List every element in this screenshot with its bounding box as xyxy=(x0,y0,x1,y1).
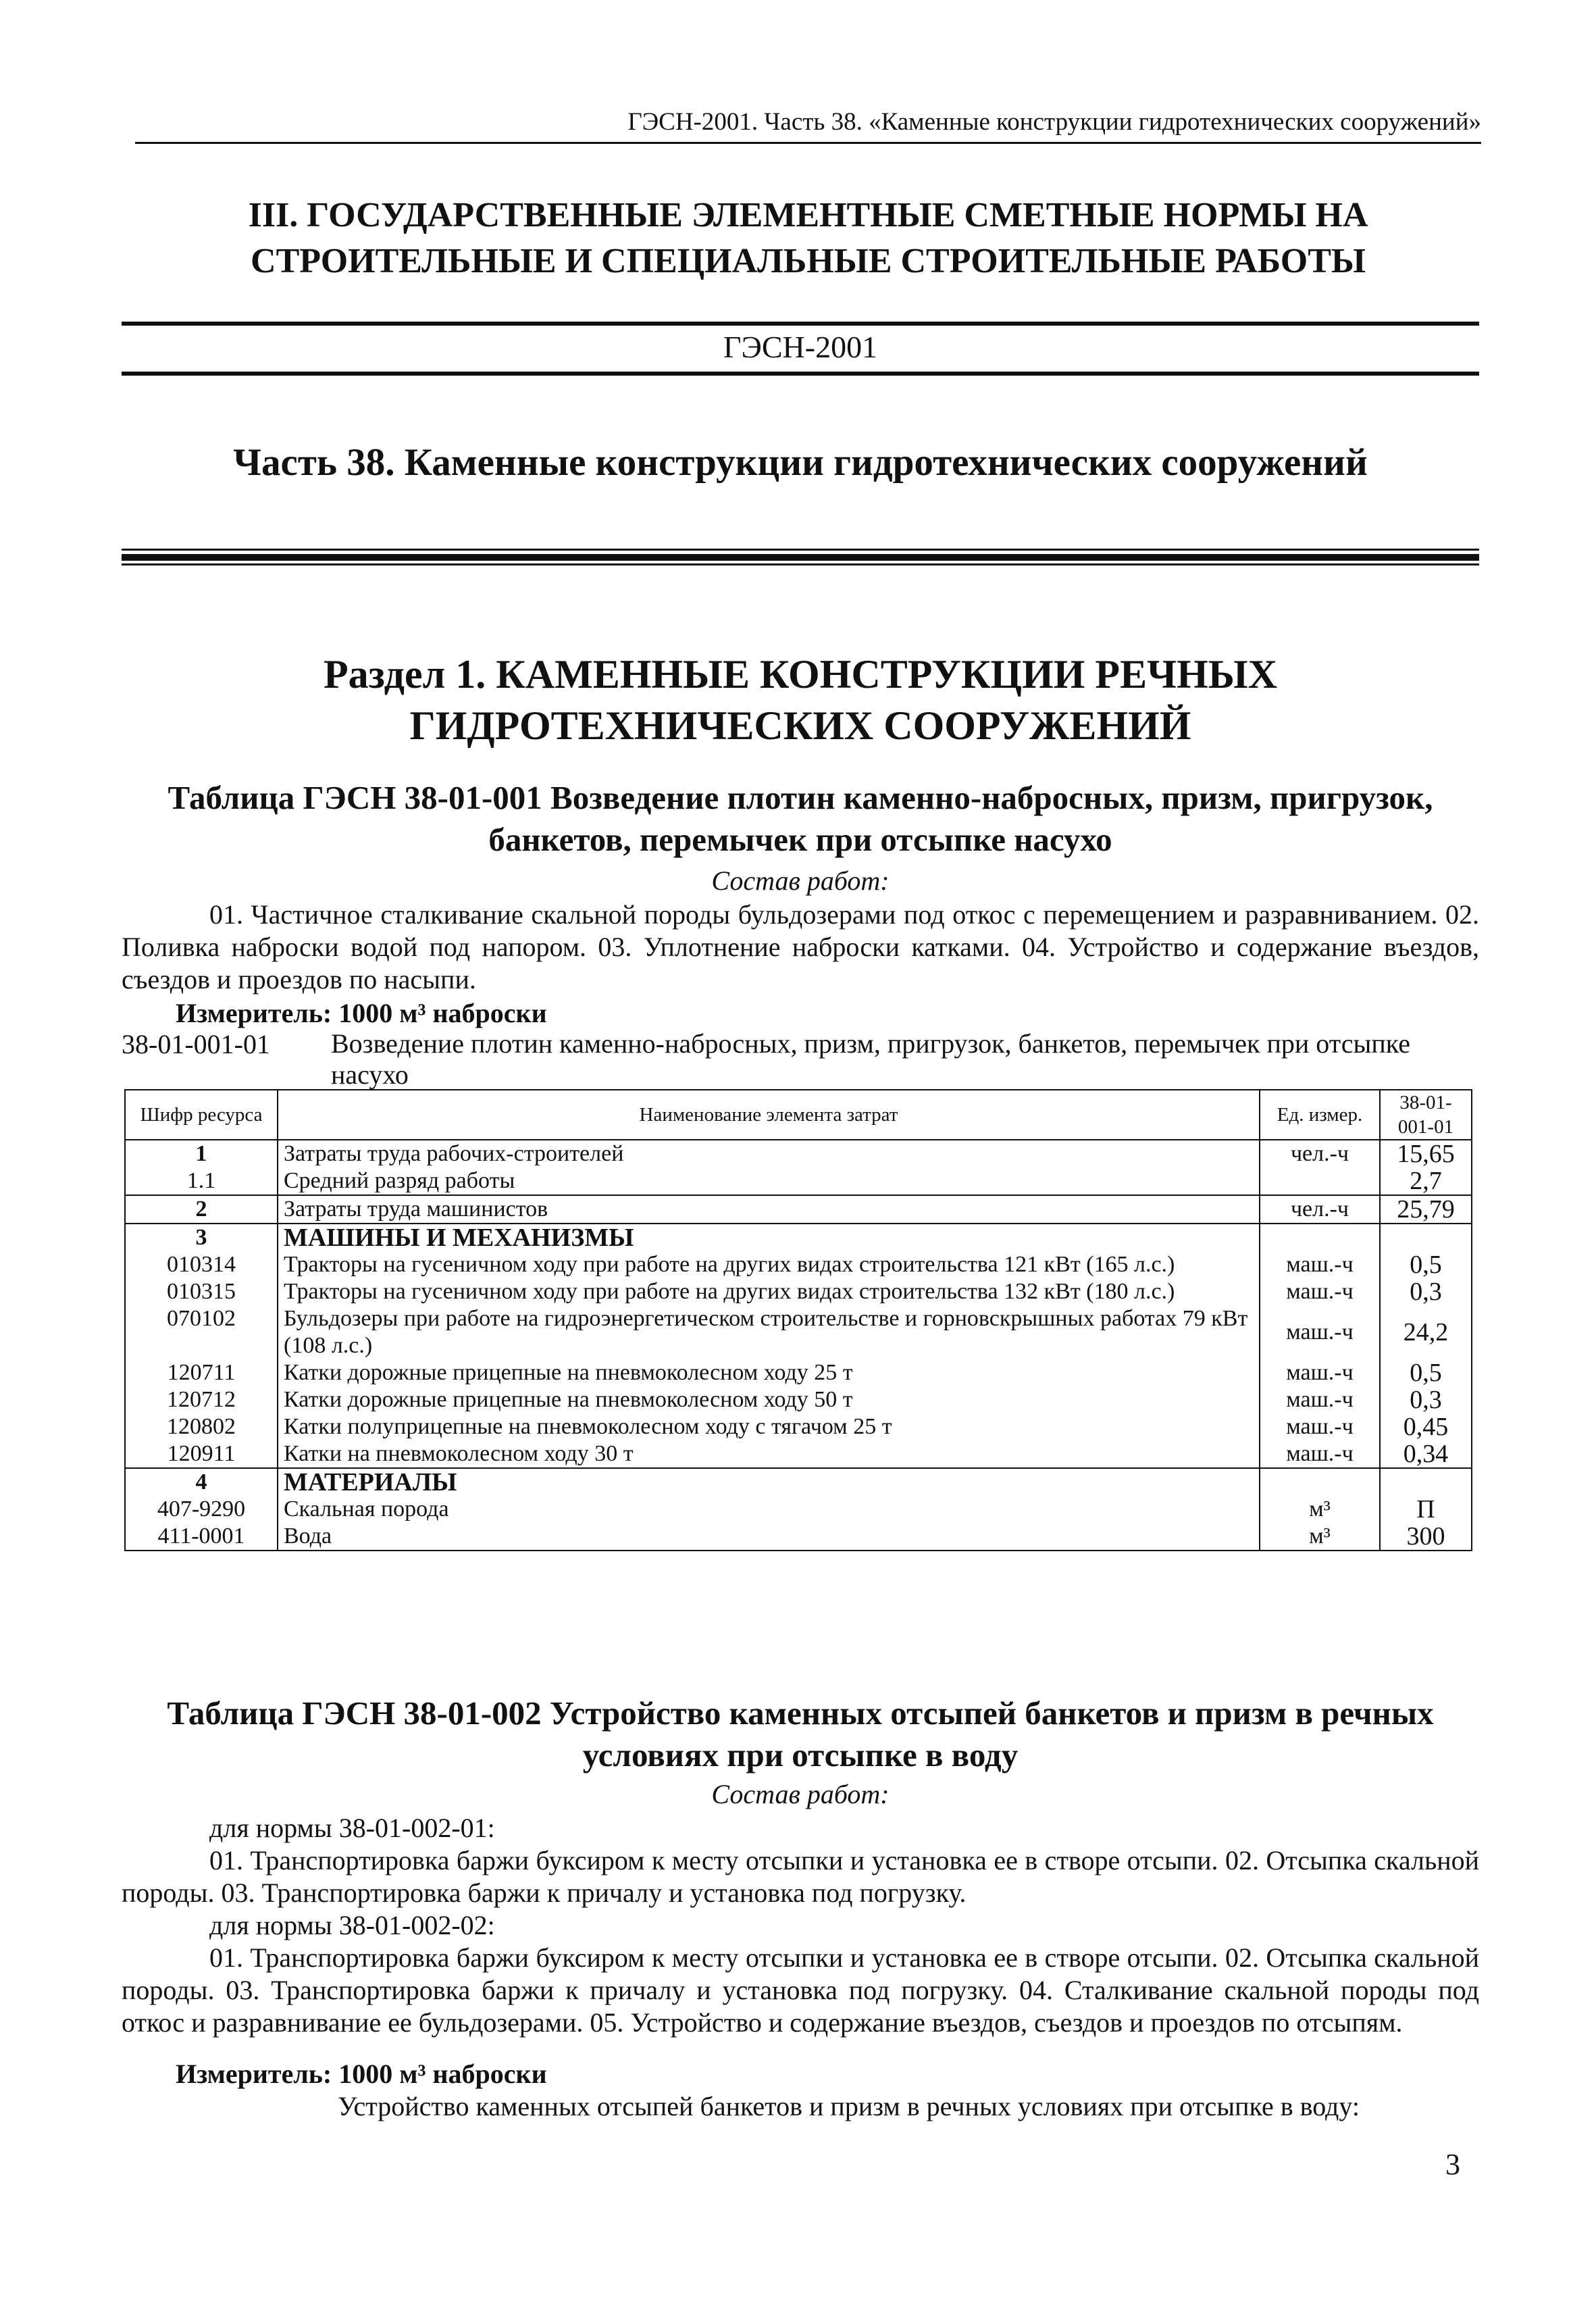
part-rule-1 xyxy=(122,549,1479,551)
table2-norm2-label: для нормы 38-01-002-02: xyxy=(209,1910,495,1940)
cell-unit: м³ xyxy=(1260,1496,1380,1523)
table1-work-text: 01. Частичное сталкивание скальной породы бульдозерами под откос с перемещением и разравниванием. 02. Поливка наброски водой под напором. 03. Уплотнение наброски катками. 04. Устройство и содержание въездов, съездов и проездов по насыпи. xyxy=(122,899,1479,995)
cell-unit: маш.-ч xyxy=(1260,1386,1380,1413)
cell-code: 407-9290 xyxy=(125,1496,278,1523)
section-title xyxy=(122,649,1479,751)
table2-norm1-text: 01. Транспортировка баржи буксиром к месту отсыпки и установка ее в створе отсыпи. 02. Отсыпка скальной породы. 03. Транспортировка баржи к причалу и установка под погрузку. xyxy=(122,1845,1479,1908)
table1-title-line-1: Таблица ГЭСН 38-01-001 Возведение плотин каменно-набросных, призм, пригрузок, xyxy=(168,779,1433,816)
table1-title-line-2: банкетов, перемычек при отсыпке насухо xyxy=(488,821,1112,858)
header-unit: Ед. измер. xyxy=(1260,1090,1380,1140)
table-row xyxy=(125,1251,1472,1278)
table-row xyxy=(125,1359,1472,1386)
cell-code: 070102 xyxy=(125,1305,278,1359)
cell-value: П xyxy=(1380,1496,1472,1523)
table2-norm2-text: 01. Транспортировка баржи буксиром к месту отсыпки и установка ее в створе отсыпи. 02. Отсыпка скальной породы. 03. Транспортировка баржи к причалу и установка под погрузку. 04. Сталкивание скальной породы под откос и разравнивание ее бульдозерами. 05. Устройство и содержание въездов, съездов и проездов по отсыпям. xyxy=(122,1942,1479,2038)
part-title: Часть 38. Каменные конструкции гидротехнических сооружений xyxy=(233,441,1368,484)
part-rule-3 xyxy=(122,563,1479,565)
cell-name: Тракторы на гусеничном ходу при работе на других видах строительства 121 кВт (165 л.с.) xyxy=(278,1251,1260,1278)
table-row xyxy=(125,1278,1472,1305)
code-rule-top xyxy=(122,322,1479,326)
table-row xyxy=(125,1413,1472,1440)
cell-unit: маш.-ч xyxy=(1260,1251,1380,1278)
cell-code: 1 xyxy=(125,1140,278,1167)
cell-unit: чел.-ч xyxy=(1260,1140,1380,1167)
cell-code: 120711 xyxy=(125,1359,278,1386)
table2-closing: Устройство каменных отсыпей банкетов и призм в речных условиях при отсыпке в воду: xyxy=(338,2091,1360,2121)
table2-meter: Измеритель: 1000 м³ наброски xyxy=(176,2059,547,2089)
cell-code: 120712 xyxy=(125,1386,278,1413)
cell-value: 0,3 xyxy=(1380,1278,1472,1305)
table-row xyxy=(125,1386,1472,1413)
header-name: Наименование элемента затрат xyxy=(278,1090,1260,1140)
table1-norm-desc: Возведение плотин каменно-набросных, призм, пригрузок, банкетов, перемычек при отсыпке насухо xyxy=(331,1028,1410,1090)
running-header: ГЭСН-2001. Часть 38. «Каменные конструкции гидротехнических сооружений» xyxy=(627,108,1481,136)
cell-unit xyxy=(1260,1468,1380,1496)
table-row xyxy=(125,1440,1472,1468)
cell-name: Катки на пневмоколесном ходу 30 т xyxy=(278,1440,1260,1468)
header-rule xyxy=(135,142,1481,144)
resource-table xyxy=(124,1089,1472,1551)
main-title-line-1: III. ГОСУДАРСТВЕННЫЕ ЭЛЕМЕНТНЫЕ СМЕТНЫЕ НОРМЫ НА xyxy=(248,196,1368,234)
table1-meter: Измеритель: 1000 м³ наброски xyxy=(176,998,547,1028)
cell-name: Средний разряд работы xyxy=(278,1167,1260,1195)
table-row xyxy=(125,1224,1472,1251)
cell-code: 120911 xyxy=(125,1440,278,1468)
cell-name: Тракторы на гусеничном ходу при работе на других видах строительства 132 кВт (180 л.с.) xyxy=(278,1278,1260,1305)
cell-value: 24,2 xyxy=(1380,1305,1472,1359)
cell-name: Катки полуприцепные на пневмоколесном ходу с тягачом 25 т xyxy=(278,1413,1260,1440)
section-title-line-2: ГИДРОТЕХНИЧЕСКИХ СООРУЖЕНИЙ xyxy=(409,703,1191,748)
table1-norm-code: 38-01-001-01 xyxy=(122,1029,270,1059)
cell-name: Катки дорожные прицепные на пневмоколесном ходу 25 т xyxy=(278,1359,1260,1386)
cell-name: Затраты труда машинистов xyxy=(278,1195,1260,1224)
cell-name: Скальная порода xyxy=(278,1496,1260,1523)
table1-composition-label: Состав работ: xyxy=(711,865,890,896)
cell-value: 0,5 xyxy=(1380,1251,1472,1278)
cell-unit xyxy=(1260,1224,1380,1251)
part-rule-2 xyxy=(122,554,1479,561)
cell-code: 010315 xyxy=(125,1278,278,1305)
main-title xyxy=(122,193,1495,284)
cell-name: МАШИНЫ И МЕХАНИЗМЫ xyxy=(278,1224,1260,1251)
table-row xyxy=(125,1195,1472,1224)
cell-value: 0,3 xyxy=(1380,1386,1472,1413)
cell-value: 25,79 xyxy=(1380,1195,1472,1224)
resource-table-header xyxy=(125,1090,1472,1140)
cell-unit xyxy=(1260,1167,1380,1195)
cell-value: 15,65 xyxy=(1380,1140,1472,1167)
cell-unit: маш.-ч xyxy=(1260,1413,1380,1440)
cell-value: 2,7 xyxy=(1380,1167,1472,1195)
cell-code: 2 xyxy=(125,1195,278,1224)
cell-unit: м³ xyxy=(1260,1523,1380,1551)
table1-title xyxy=(122,777,1479,861)
table-row xyxy=(125,1523,1472,1551)
main-title-line-2: СТРОИТЕЛЬНЫЕ И СПЕЦИАЛЬНЫЕ СТРОИТЕЛЬНЫЕ РАБОТЫ xyxy=(251,242,1366,280)
page-number: 3 xyxy=(1445,2148,1460,2181)
cell-name: МАТЕРИАЛЫ xyxy=(278,1468,1260,1496)
header-value: 38-01-001-01 xyxy=(1380,1090,1472,1140)
table-row xyxy=(125,1167,1472,1195)
cell-name: Затраты труда рабочих-строителей xyxy=(278,1140,1260,1167)
cell-value: 0,34 xyxy=(1380,1440,1472,1468)
cell-value: 300 xyxy=(1380,1523,1472,1551)
table-row xyxy=(125,1468,1472,1496)
header-code: Шифр ресурса xyxy=(125,1090,278,1140)
cell-value xyxy=(1380,1224,1472,1251)
cell-unit: маш.-ч xyxy=(1260,1305,1380,1359)
cell-name: Вода xyxy=(278,1523,1260,1551)
table-row xyxy=(125,1305,1472,1359)
cell-code: 411-0001 xyxy=(125,1523,278,1551)
table2-norm1-label: для нормы 38-01-002-01: xyxy=(209,1813,495,1843)
cell-code: 4 xyxy=(125,1468,278,1496)
code-rule-bottom xyxy=(122,372,1479,376)
cell-unit: маш.-ч xyxy=(1260,1359,1380,1386)
cell-code: 1.1 xyxy=(125,1167,278,1195)
cell-name: Бульдозеры при работе на гидроэнергетическом строительстве и горновскрышных работах 79 кВт (108 л.с.) xyxy=(278,1305,1260,1359)
cell-code: 010314 xyxy=(125,1251,278,1278)
cell-value: 0,5 xyxy=(1380,1359,1472,1386)
section-title-line-1: Раздел 1. КАМЕННЫЕ КОНСТРУКЦИИ РЕЧНЫХ xyxy=(323,652,1278,697)
cell-value: 0,45 xyxy=(1380,1413,1472,1440)
table-row xyxy=(125,1140,1472,1167)
cell-code: 3 xyxy=(125,1224,278,1251)
cell-name: Катки дорожные прицепные на пневмоколесном ходу 50 т xyxy=(278,1386,1260,1413)
table-row xyxy=(125,1496,1472,1523)
table2-title-line-2: условиях при отсыпке в воду xyxy=(582,1736,1019,1774)
table2-title xyxy=(122,1692,1479,1776)
cell-unit: маш.-ч xyxy=(1260,1440,1380,1468)
cell-code: 120802 xyxy=(125,1413,278,1440)
cell-unit: чел.-ч xyxy=(1260,1195,1380,1224)
code-line: ГЭСН-2001 xyxy=(723,330,878,364)
cell-value xyxy=(1380,1468,1472,1496)
table2-composition-label: Состав работ: xyxy=(711,1779,890,1809)
cell-unit: маш.-ч xyxy=(1260,1278,1380,1305)
table2-title-line-1: Таблица ГЭСН 38-01-002 Устройство каменных отсыпей банкетов и призм в речных xyxy=(167,1694,1434,1732)
